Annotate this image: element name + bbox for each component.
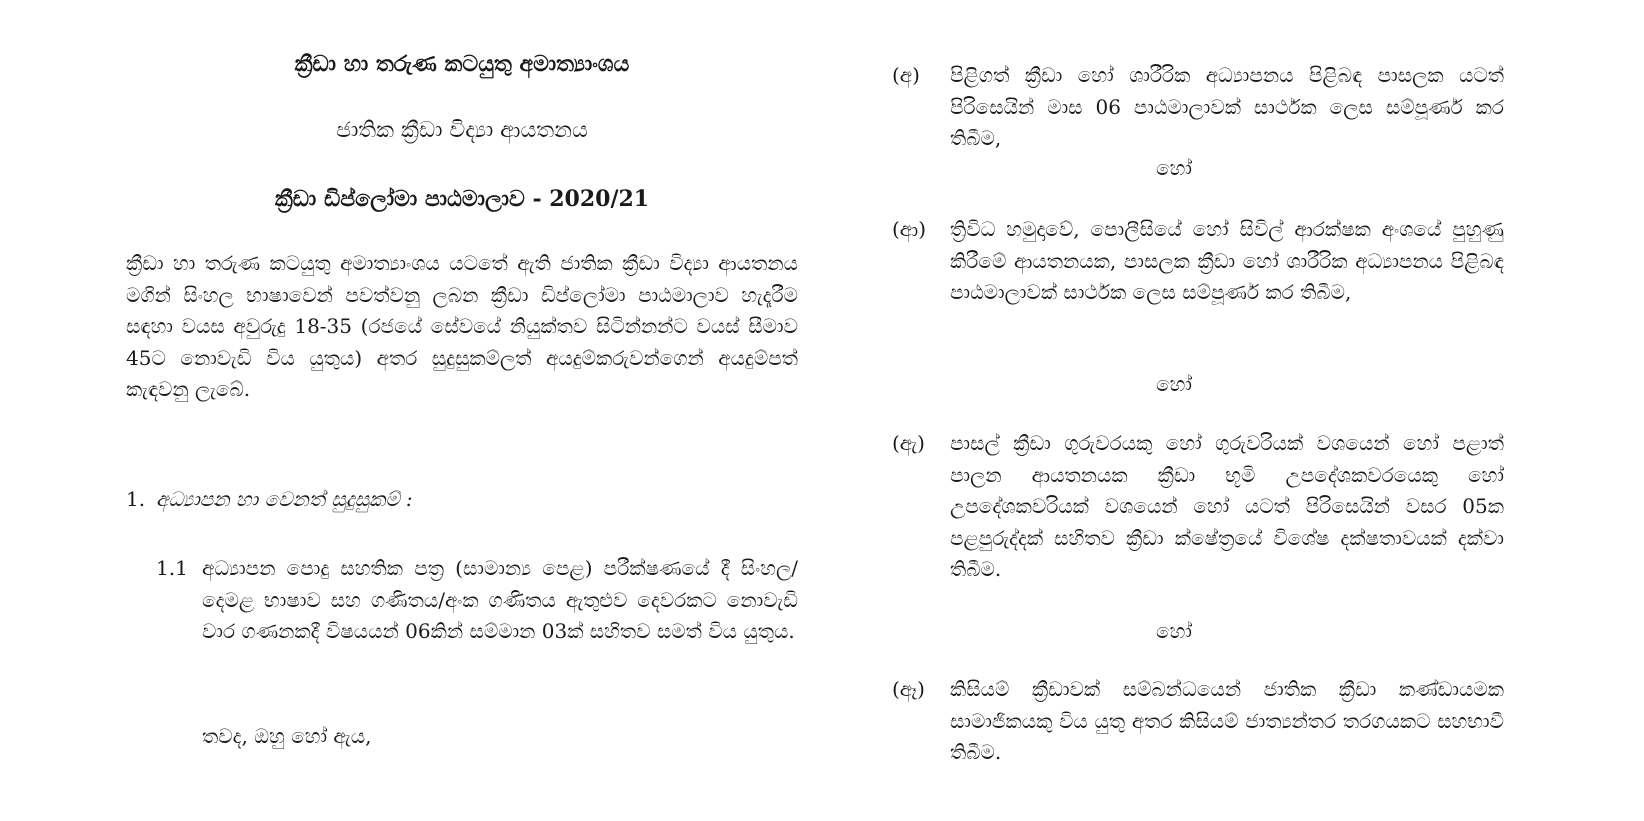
list-item-text: පාසල් ක්‍රීඩා ගුරුවරයකු හෝ ගුරුවරියක් වශයෙන් හෝ පළාත් පාලන ආයතනයක ක්‍රීඩා භූමි උපදේශකවරයෙකු හෝ උපදේශකවරියක් වශයෙන් හෝ යටත් පිරිසෙයින් වසර 05ක පළපුරුද්දක් සහිතව ක්‍රීඩා ක්ෂේත්‍රයේ විශේෂ දක්ෂතාවයක් දක්වා තිබීම. [950,431,1504,581]
subsection-text: අධ්‍යාපන පොදු සහතික පත්‍ර (සාමාන්‍ය පෙළ) පරීක්ෂණයේ දී සිංහල/දෙමළ භාෂාව සහ ගණිතය/අංක ගණිතය ඇතුළුව දෙවරකට නොවැඩි වාර ගණනකදී විෂයයන් 06කින් සම්මාන 03ක් සහිතව සමත් විය යුතුය. [202,556,798,643]
course-heading: ක්‍රීඩා ඩිප්ලෝමා පාඨමාලාව - 2020/21 [274,186,650,212]
list-item-ae [884,428,1504,586]
list-item-label: (ආ) [892,217,927,241]
list-item-aee [884,674,1504,769]
or-separator: හෝ [1156,156,1192,180]
list-item-a [884,60,1504,155]
subsection-1-1 [156,553,798,648]
section-heading [126,484,413,514]
list-item-label: (අ) [892,63,920,87]
intro-paragraph: ක්‍රීඩා හා තරුණ කටයුතු අමාත්‍යාංශය යටතේ ඇති ජාතික ක්‍රීඩා විද්‍යා ආයතනය මගින් සිංහල භාෂාවෙන් පවත්වනු ලබන ක්‍රීඩා ඩිප්ලෝමා පාඨමාලාව හැදෑරීම සඳහා වයස අවුරුදු 18-35 (රජයේ සේවයේ නියුක්තව සිටින්නන්ට වයස් සීමාව 45ට නොවැඩි විය යුතුය) අතර සුදුසුකම්ලත් අයදුම්කරුවන්ගෙන් අයදුම්පත් කැඳවනු ලැබේ. [126,251,798,401]
ministry-heading: ක්‍රීඩා හා තරුණ කටයුතු අමාත්‍යාංශය [294,51,630,77]
list-item-text: කිසියම් ක්‍රීඩාවක් සම්බන්ධයෙන් ජාතික ක්‍රීඩා කණ්ඩායමක සාමාජිකයකු විය යුතු අතර කිසියම් ජාත්‍යන්තර තරගයකට සහභාවී තිබීම. [950,677,1504,764]
list-item-text: පිළිගත් ක්‍රීඩා හෝ ශාරීරික අධ්‍යාපනය පිළිබඳ පාසලක යටත් පිරිසෙයින් මාස 06 පාඨමාලාවක් සාර්ථක ලෙස සම්පූර්ණ කර තිබීම, [950,63,1504,150]
section-title: අධ්‍යාපන හා වෙනත් සුදුසුකම් : [156,487,413,511]
section-number: 1. [126,487,146,511]
further-text: තවද, ඔහු හෝ ඇය, [202,724,372,748]
institute-heading: ජාතික ක්‍රීඩා විද්‍යා ආයතනය [336,118,588,143]
or-separator: හෝ [1156,372,1192,396]
list-item-label: (ඈ) [892,677,925,701]
list-item-label: (ඇ) [892,431,925,455]
list-item-text: ත්‍රිවිධ හමුදාවේ, පොලීසියේ හෝ සිවිල් ආරක්ෂක අංශයේ පුහුණු කිරීමේ ආයතනයක, පාසලක ක්‍රීඩා හෝ ශාරීරික අධ්‍යාපනය පිළිබඳ පාඨමාලාවක් සාර්ථක ලෙස සම්පූර්ණ කර තිබීම, [950,217,1504,304]
or-separator: හෝ [1156,619,1192,643]
subsection-number: 1.1 [156,556,188,580]
list-item-aa [884,214,1504,309]
